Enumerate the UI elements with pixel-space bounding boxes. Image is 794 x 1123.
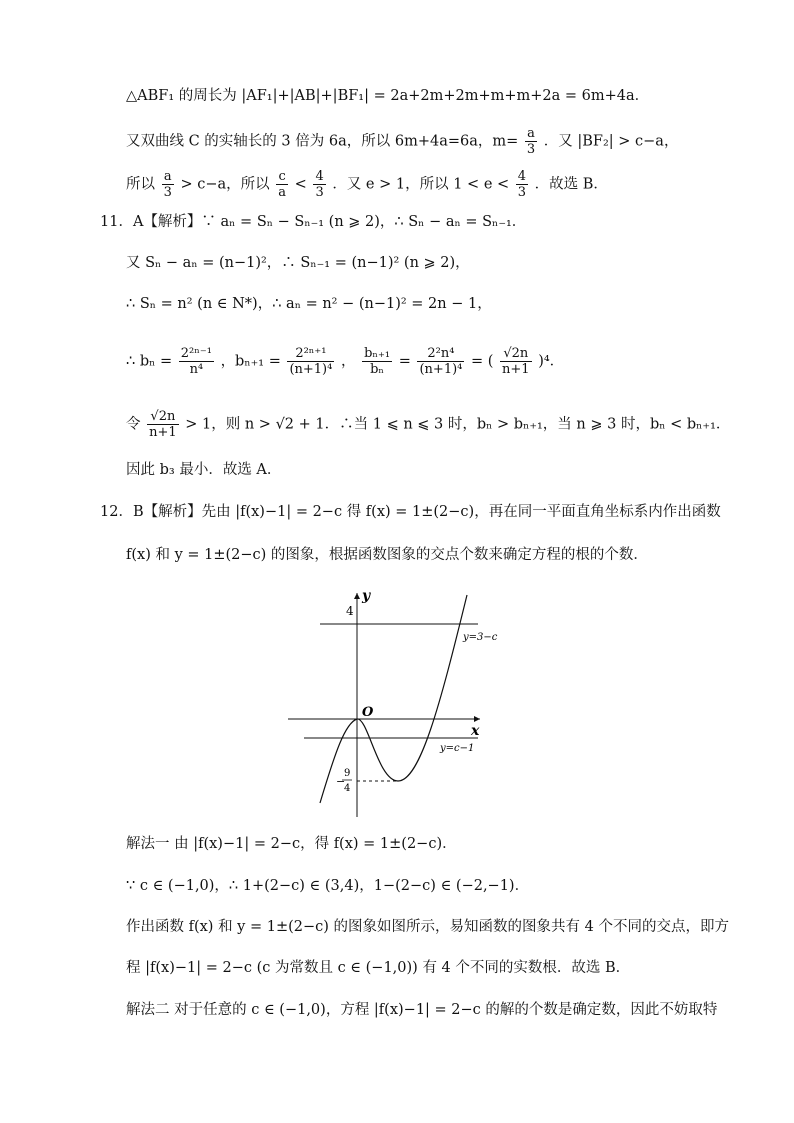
x-axis-label: x	[471, 723, 480, 739]
text-line-3: 所以 $\frac{a}{3}$ > c−a，所以 $\frac{c}{a}$ < $\frac{4}{3}$ ．又 e > 1，所以 1 < e < $\frac{4}{3}$ ．故选 B．	[126, 169, 608, 200]
method-1-line-3: 作出函数 f(x) 和 y = 1±(2−c) 的图象如图所示，易知函数的图象共有 4 个不同的交点，即方	[126, 919, 729, 935]
fraction-bn1: $\frac{\text{2²ⁿ⁺¹}}{\text{(n+1)⁴}}$	[289, 346, 333, 377]
min-sign: −	[336, 775, 346, 788]
fraction-ratio2: $\frac{\text{2²n⁴}}{\text{(n+1)⁴}}$	[419, 346, 463, 377]
method-2-line-1: 解法二 对于任意的 c ∈ (−1,0)，方程 |f(x)−1| = 2−c 的解的个数是确定数，因此不妨取特	[126, 1002, 718, 1018]
text-line-5: 又 Sₙ − aₙ = (n−1)²，∴ Sₙ₋₁ = (n−1)² (n ⩾ 2)，	[126, 255, 470, 271]
text-line-11: f(x) 和 y = 1±(2−c) 的图象，根据函数图象的交点个数来确定方程的根的个数．	[126, 547, 648, 563]
fraction-c-over-a: $\frac{c}{a}$	[278, 169, 287, 200]
fraction-4-over-3: $\frac{4}{3}$	[315, 169, 324, 200]
problem-12-heading: 12．B【解析】先由 |f(x)−1| = 2−c 得 f(x) = 1±(2−c)，再在同一平面直角坐标系内作出函数	[100, 504, 721, 520]
text-line-7: ∴ bₙ = $\frac{\text{2²ⁿ⁻¹}}{\text{n⁴}}$ ，bₙ₊₁ = $\frac{\text{2²ⁿ⁺¹}}{\text{(n+1)⁴}}$ ， $\frac{\text{bₙ₊₁}}{\text{bₙ}}$ = $\frac{\text{2²n⁴}}{\text{(n+1)⁴}}$ = ( $\frac{√2n}{n+1}$ )⁴．	[126, 346, 565, 377]
method-1-line-2: ∵ c ∈ (−1,0)，∴ 1+(2−c) ∈ (3,4)，1−(2−c) ∈ (−2,−1)．	[126, 878, 530, 894]
text-line-6: ∴ Sₙ = n² (n ∈ N*)，∴ aₙ = n² − (n−1)² = 2n − 1，	[126, 296, 492, 312]
tick-4: 4	[346, 604, 354, 618]
fraction-a-over-3: $\frac{a}{3}$	[163, 169, 172, 200]
fraction-bn: $\frac{\text{2²ⁿ⁻¹}}{\text{n⁴}}$	[180, 346, 212, 377]
y-axis-label: y	[362, 588, 371, 604]
min-denominator: 4	[344, 783, 351, 794]
lower-line-label: y=c−1	[440, 743, 475, 754]
fraction-root: $\frac{√2n}{n+1}$	[502, 346, 530, 377]
fraction-4-over-3: $\frac{4}{3}$	[517, 169, 527, 200]
min-numerator: 9	[344, 768, 351, 779]
origin-label: O	[362, 705, 374, 720]
fraction-root: $\frac{√2n}{n+1}$	[149, 409, 177, 440]
method-1-line-1: 解法一 由 |f(x)−1| = 2−c，得 f(x) = 1±(2−c)．	[126, 836, 457, 852]
method-1-line-4: 程 |f(x)−1| = 2−c (c 为常数且 c ∈ (−1,0)) 有 4 个不同的实数根．故选 B．	[126, 960, 631, 976]
text-line-9: 因此 b₃ 最小．故选 A．	[126, 462, 282, 478]
problem-11-heading: 11．A【解析】∵ aₙ = Sₙ − Sₙ₋₁ (n ⩾ 2)，∴ Sₙ − aₙ = Sₙ₋₁．	[100, 214, 527, 230]
fraction-ratio: $\frac{\text{bₙ₊₁}}{\text{bₙ}}$	[364, 346, 391, 377]
text-line-8: 令 $\frac{√2n}{n+1}$ > 1，则 n > √2 + 1．∴当 1 ⩽ n ⩽ 3 时，bₙ > bₙ₊₁，当 n ⩾ 3 时，bₙ < bₙ₊₁．	[126, 409, 731, 440]
function-graph	[280, 585, 500, 825]
cubic-curve	[320, 595, 467, 803]
text-line-2: 又双曲线 C 的实轴长的 3 倍为 6a，所以 6m+4a=6a，m= $\frac{a}{3}$ ．又 |BF₂| > c−a，	[126, 126, 679, 157]
upper-line-label: y=3−c	[463, 632, 498, 643]
text-line-1: △ABF₁ 的周长为 |AF₁|+|AB|+|BF₁| = 2a+2m+2m+m+m+2a = 6m+4a．	[126, 88, 650, 104]
fraction-a-over-3: $\frac{a}{3}$	[526, 126, 536, 157]
